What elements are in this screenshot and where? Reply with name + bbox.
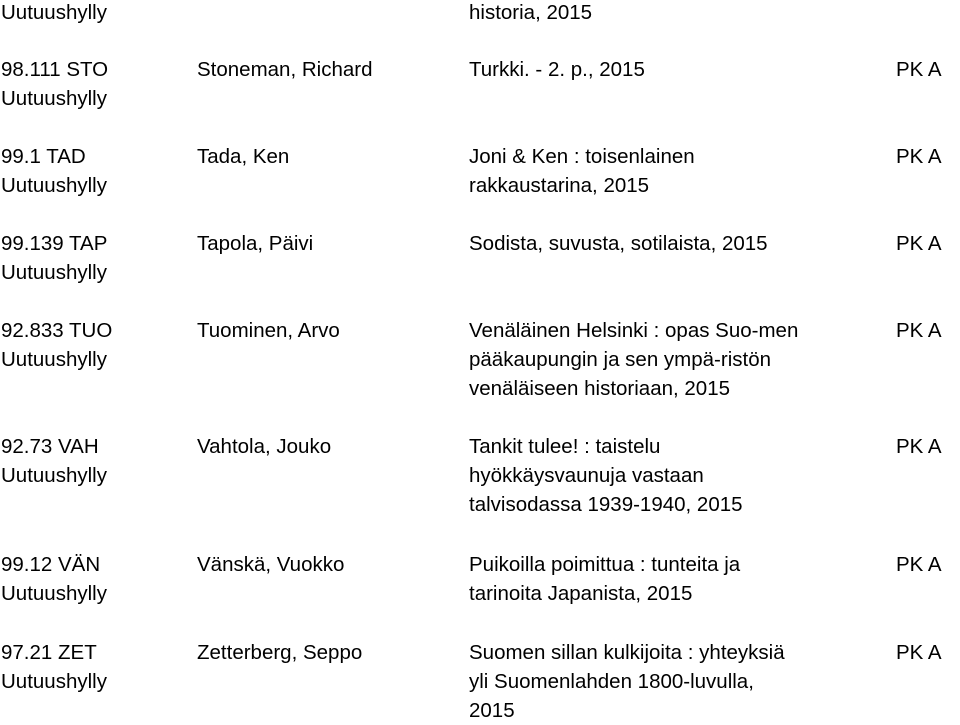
location-column xyxy=(896,638,942,667)
classmark-column xyxy=(1,432,107,490)
author: Vänskä, Vuokko xyxy=(197,553,345,576)
title-column xyxy=(469,638,889,725)
shelf-label: Uutuushylly xyxy=(1,348,107,371)
location-column xyxy=(896,55,942,84)
title-column xyxy=(469,316,889,403)
location: PK A xyxy=(896,435,942,458)
author-column xyxy=(197,229,313,258)
title-line: Suomen sillan kulkijoita : yhteyksiä xyxy=(469,641,785,664)
classmark: 92.833 TUO xyxy=(1,319,113,342)
classmark-column xyxy=(1,55,108,113)
title-line: venäläiseen historiaan, 2015 xyxy=(469,377,730,400)
classmark: 98.111 STO xyxy=(1,58,109,81)
author-column xyxy=(197,142,289,171)
author: Tapola, Päivi xyxy=(197,232,314,255)
title-column xyxy=(469,432,889,519)
shelf-label: Uutuushylly xyxy=(1,464,107,487)
location: PK A xyxy=(896,641,942,664)
shelf-label: Uutuushylly xyxy=(1,174,107,197)
location: PK A xyxy=(896,319,942,342)
title-line: Sodista, suvusta, sotilaista, 2015 xyxy=(469,232,768,255)
author: Zetterberg, Seppo xyxy=(197,641,363,664)
shelf-label: Uutuushylly xyxy=(1,87,107,110)
author: Stoneman, Richard xyxy=(197,58,373,81)
title-line: tarinoita Japanista, 2015 xyxy=(469,582,693,605)
title-column xyxy=(469,0,889,27)
author: Vahtola, Jouko xyxy=(197,435,332,458)
author: Tuominen, Arvo xyxy=(197,319,340,342)
location: PK A xyxy=(896,58,942,81)
title-line: talvisodassa 1939-1940, 2015 xyxy=(469,493,743,516)
classmark-column xyxy=(1,142,107,200)
classmark: 97.21 ZET xyxy=(1,641,97,664)
location-column xyxy=(896,142,942,171)
title-column xyxy=(469,142,889,200)
author: Tada, Ken xyxy=(197,145,290,168)
classmark: 99.1 TAD xyxy=(1,145,86,168)
title-line: Tankit tulee! : taistelu xyxy=(469,435,661,458)
title-column xyxy=(469,229,889,258)
title-column xyxy=(469,550,889,608)
classmark-column xyxy=(1,0,107,27)
title-line: yli Suomenlahden 1800-luvulla, xyxy=(469,670,754,693)
shelf-label: Uutuushylly xyxy=(1,1,107,24)
author-column xyxy=(197,638,362,667)
classmark: 99.12 VÄN xyxy=(1,553,101,576)
title-line: Joni & Ken : toisenlainen xyxy=(469,145,695,168)
location-column xyxy=(896,550,942,579)
title-line: 2015 xyxy=(469,699,515,722)
classmark: 99.139 TAP xyxy=(1,232,108,255)
title-line: Turkki. - 2. p., 2015 xyxy=(469,58,645,81)
location-column xyxy=(896,229,942,258)
author-column xyxy=(197,432,331,461)
shelf-label: Uutuushylly xyxy=(1,582,107,605)
location: PK A xyxy=(896,553,942,576)
location-column xyxy=(896,432,942,461)
title-line: pääkaupungin ja sen ympä-ristön xyxy=(469,348,771,371)
location-column xyxy=(896,316,942,345)
title-line: rakkaustarina, 2015 xyxy=(469,174,650,197)
shelf-label: Uutuushylly xyxy=(1,261,107,284)
classmark-column xyxy=(1,550,107,608)
title-line: Puikoilla poimittua : tunteita ja xyxy=(469,553,741,576)
author-column xyxy=(197,55,372,84)
shelf-label: Uutuushylly xyxy=(1,670,107,693)
classmark-column xyxy=(1,229,107,287)
author-column xyxy=(197,550,344,579)
title-line: historia, 2015 xyxy=(469,1,593,24)
location: PK A xyxy=(896,232,942,255)
author-column xyxy=(197,316,340,345)
title-column xyxy=(469,55,889,84)
title-line: Venäläinen Helsinki : opas Suo-men xyxy=(469,319,799,342)
classmark-column xyxy=(1,638,107,696)
title-line: hyökkäysvaunuja vastaan xyxy=(469,464,704,487)
classmark-column xyxy=(1,316,112,374)
classmark: 92.73 VAH xyxy=(1,435,99,458)
location: PK A xyxy=(896,145,942,168)
